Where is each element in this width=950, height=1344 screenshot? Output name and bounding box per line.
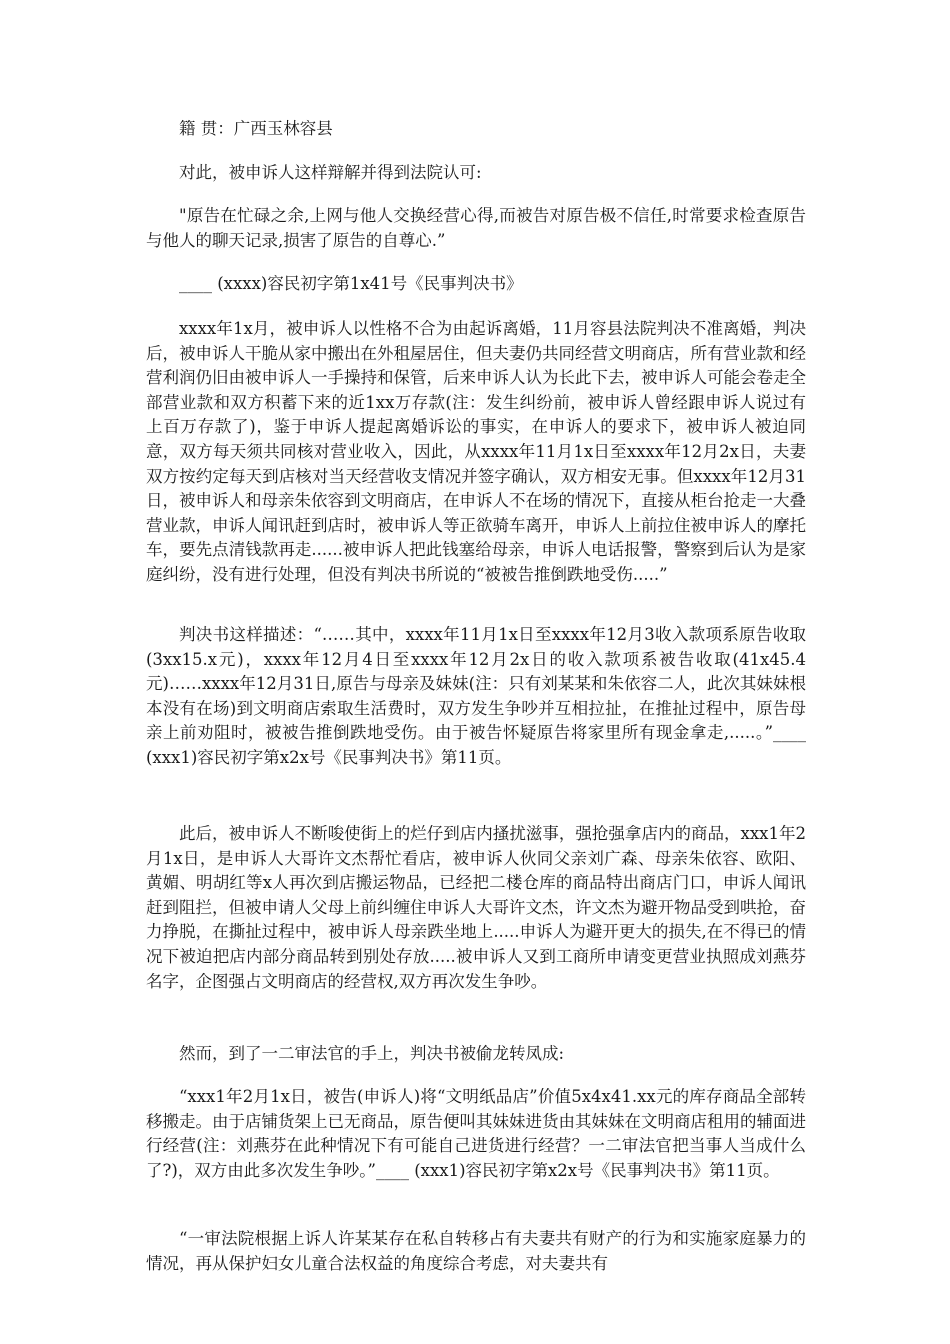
paragraph-native-place: 籍 贯：广西玉林容县	[179, 119, 333, 138]
paragraph-appeal-court-reasoning: “一审法院根据上诉人许某某存在私自转移占有夫妻共有财产的行为和实施家庭暴力的情况，再从保护妇女儿童合法权益的角度综合考虑，对夫妻共有	[146, 1229, 806, 1273]
paragraph-respondent-defense-intro: 对此，被申诉人这样辩解并得到法院认可:	[179, 163, 482, 182]
paragraph-quoted-claim: "原告在忙碌之余,上网与他人交换经营心得,而被告对原告极不信任,时常要求检查原告与他人的聊天记录,损害了原告的自尊心.”	[146, 206, 806, 250]
paragraph-judgment-description: 判决书这样描述：“……其中，xxxx年11月1x日至xxxx年12月3收入款项系原告收取(3xx15.x元)，xxxx年12月4日至xxxx年12月2x日的收入款项系被告收取(41x45.4元)……xxxx年12月31日,原告与母亲及妹妹(注：只有刘某某和朱依容二人，此次其妹妹根本没有在场)到文明商店索取生活费时，双方发生争吵并互相拉扯，在推扯过程中，原告母亲上前劝阻时，被被告推倒跌地受伤。由于被告怀疑原告将家里所有现金拿走,.....。”____ (xxx1)容民初字第x2x号《民事判决书》第11页。	[146, 625, 806, 767]
paragraph-judgment-citation: ____ (xxxx)容民初字第1x41号《民事判决书》	[179, 274, 523, 293]
paragraph-quoted-judgment: “xxx1年2月1x日，被告(申诉人)将“文明纸品店”价值5x4x41.xx元的库存商品全部转移搬走。由于店铺货架上已无商品，原告便叫其妹妹进货由其妹妹在文明商店租用的辅面进行经营(注：刘燕芬在此种情况下有可能自己进货进行经营？一二审法官把当事人当成什么了?)，双方由此多次发生争吵。”____ (xxx1)容民初字第x2x号《民事判决书》第11页。	[146, 1087, 806, 1180]
paragraph-case-background: xxxx年1x月，被申诉人以性格不合为由起诉离婚，11月容县法院判决不准离婚，判决后，被申诉人干脆从家中搬出在外租屋居住，但夫妻仍共同经营文明商店，所有营业款和经营利润仍旧由被申诉人一手操持和保管，后来申诉人认为长此下去，被申诉人可能会卷走全部营业款和双方积蓄下来的近1xx万存款(注：发生纠纷前，被申诉人曾经跟申诉人说过有上百万存款了)，鉴于申诉人提起离婚诉讼的事实，在申诉人的要求下，被申诉人被迫同意，双方每天须共同核对营业收入，因此，从xxxx年11月1x日至xxxx年12月2x日，夫妻双方按约定每天到店核对当天经营收支情况并签字确认，双方相安无事。但xxxx年12月31日，被申诉人和母亲朱依容到文明商店，在申诉人不在场的情况下，直接从柜台抢走一大叠营业款，申诉人闻讯赶到店时，被申诉人等正欲骑车离开，申诉人上前拉住被申诉人的摩托车，要先点清钱款再走......被申诉人把此钱塞给母亲，申诉人电话报警，警察到后认为是家庭纠纷，没有进行处理，但没有判决书所说的“被被告推倒跌地受伤.....”	[146, 319, 806, 584]
paragraph-judge-handling: 然而，到了一二审法官的手上，判决书被偷龙转凤成:	[179, 1044, 565, 1063]
paragraph-subsequent-events: 此后，被申诉人不断唆使街上的烂仔到店内搔扰滋事，强抢强拿店内的商品，xxx1年2月1x日，是申诉人大哥许文杰帮忙看店，被申诉人伙同父亲刘广森、母亲朱依容、欧阳、黄媚、明胡红等x人再次到店搬运物品，已经把二楼仓库的商品特出商店门口，申诉人闻讯赶到阻拦，但被申请人父母上前纠缠住申诉人大哥许文杰，许文杰为避开物品受到哄抢，奋力挣脱，在撕扯过程中，被申诉人母亲跌坐地上.....申诉人为避开更大的损失,在不得已的情况下被迫把店内部分商品转到别处存放.....被申诉人又到工商所申请变更营业执照成刘燕芬名字，企图强占文明商店的经营权,双方再次发生争吵。	[146, 824, 806, 991]
